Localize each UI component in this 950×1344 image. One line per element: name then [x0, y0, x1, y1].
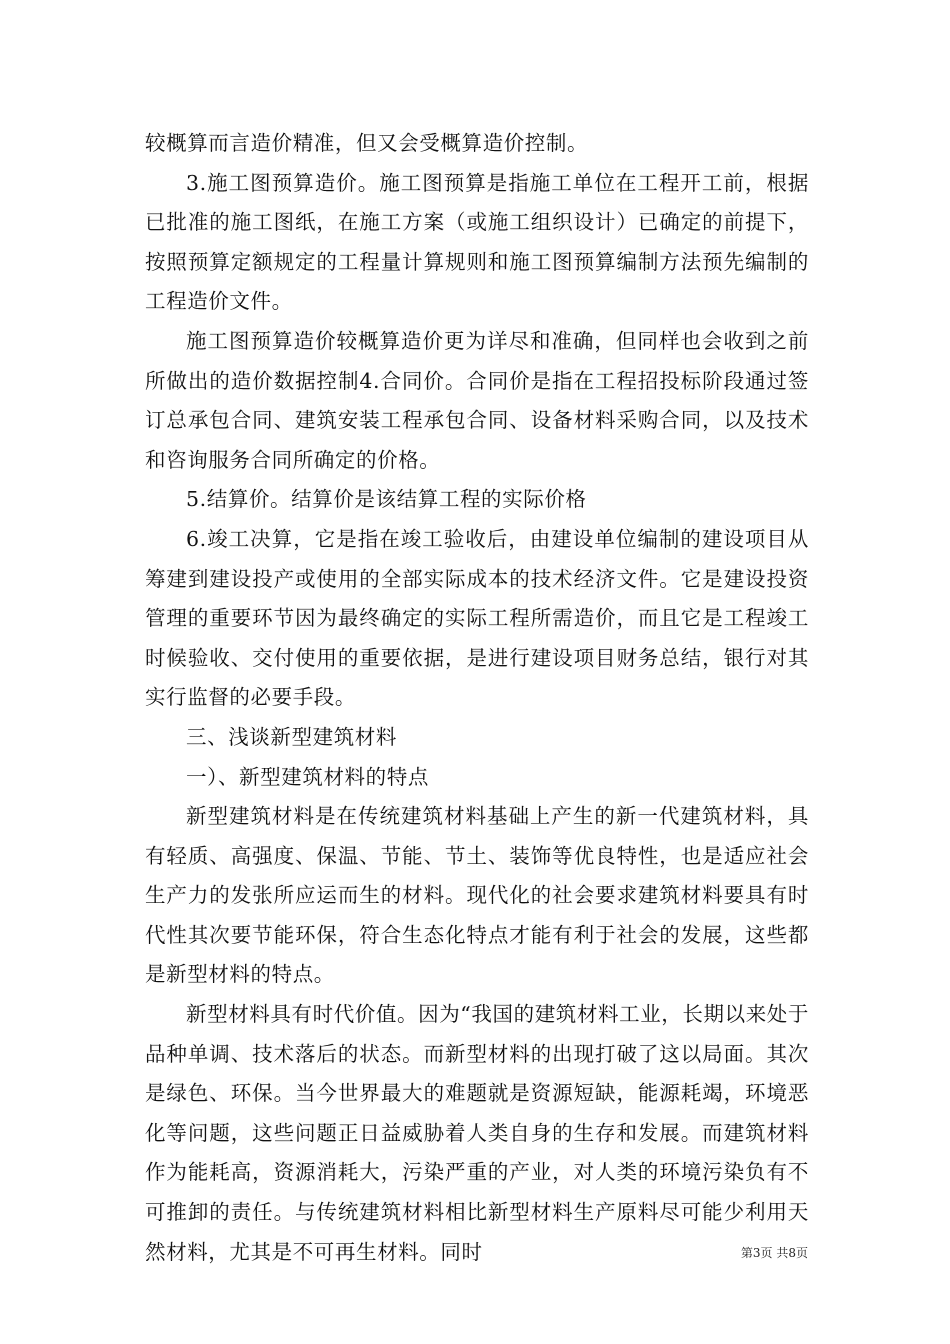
- paragraph: 3.施工图预算造价。施工图预算是指施工单位在工程开工前，根据已批准的施工图纸，在施工方案（或施工组织设计）已确定的前提下，按照预算定额规定的工程量计算规则和施工图预算编制方法预先编制的工程造价文件。: [145, 170, 809, 314]
- document-body: [145, 124, 809, 1272]
- paragraph: 5.结算价。结算价是该结算工程的实际价格: [186, 487, 587, 512]
- paragraph: 6.竣工决算，它是指在竣工验收后，由建设单位编制的建设项目从筹建到建设投产或使用的全部实际成本的技术经济文件。它是建设投资管理的重要环节因为最终确定的实际工程所需造价，而且它是工程竣工时候验收、交付使用的重要依据，是进行建设项目财务总结，银行对其实行监督的必要手段。: [145, 526, 809, 710]
- section-heading: 三、浅谈新型建筑材料: [186, 724, 397, 749]
- subsection-heading: 一）、新型建筑材料的特点: [186, 764, 429, 789]
- paragraph: 新型建筑材料是在传统建筑材料基础上产生的新一代建筑材料，具有轻质、高强度、保温、节能、节土、装饰等优良特性，也是适应社会生产力的发张所应运而生的材料。现代化的社会要求建筑材料要具有时代性其次要节能环保，符合生态化特点才能有利于社会的发展，这些都是新型材料的特点。: [145, 804, 809, 987]
- page-number-label: 第3页 共8页: [740, 1246, 808, 1260]
- paragraph: 施工图预算造价较概算造价更为详尽和准确，但同样也会收到之前所做出的造价数据控制4.合同价。合同价是指在工程招投标阶段通过签订总承包合同、建筑安装工程承包合同、设备材料采购合同，以及技术和咨询服务合同所确定的价格。: [145, 328, 809, 472]
- paragraph: 新型材料具有时代价值。因为“我国的建筑材料工业，长期以来处于品种单调、技术落后的状态。而新型材料的出现打破了这以局面。其次是绿色、环保。当今世界最大的难题就是资源短缺，能源耗竭，环境恶化等问题，这些问题正日益威胁着人类自身的生存和发展。而建筑材料作为能耗高，资源消耗大，污染严重的产业，对人类的环境污染负有不可推卸的责任。与传统建筑材料相比新型材料生产原料尽可能少利用天然材料，尤其是不可再生材料。同时: [145, 1002, 809, 1264]
- paragraph: 较概算而言造价精准，但又会受概算造价控制。: [145, 131, 589, 155]
